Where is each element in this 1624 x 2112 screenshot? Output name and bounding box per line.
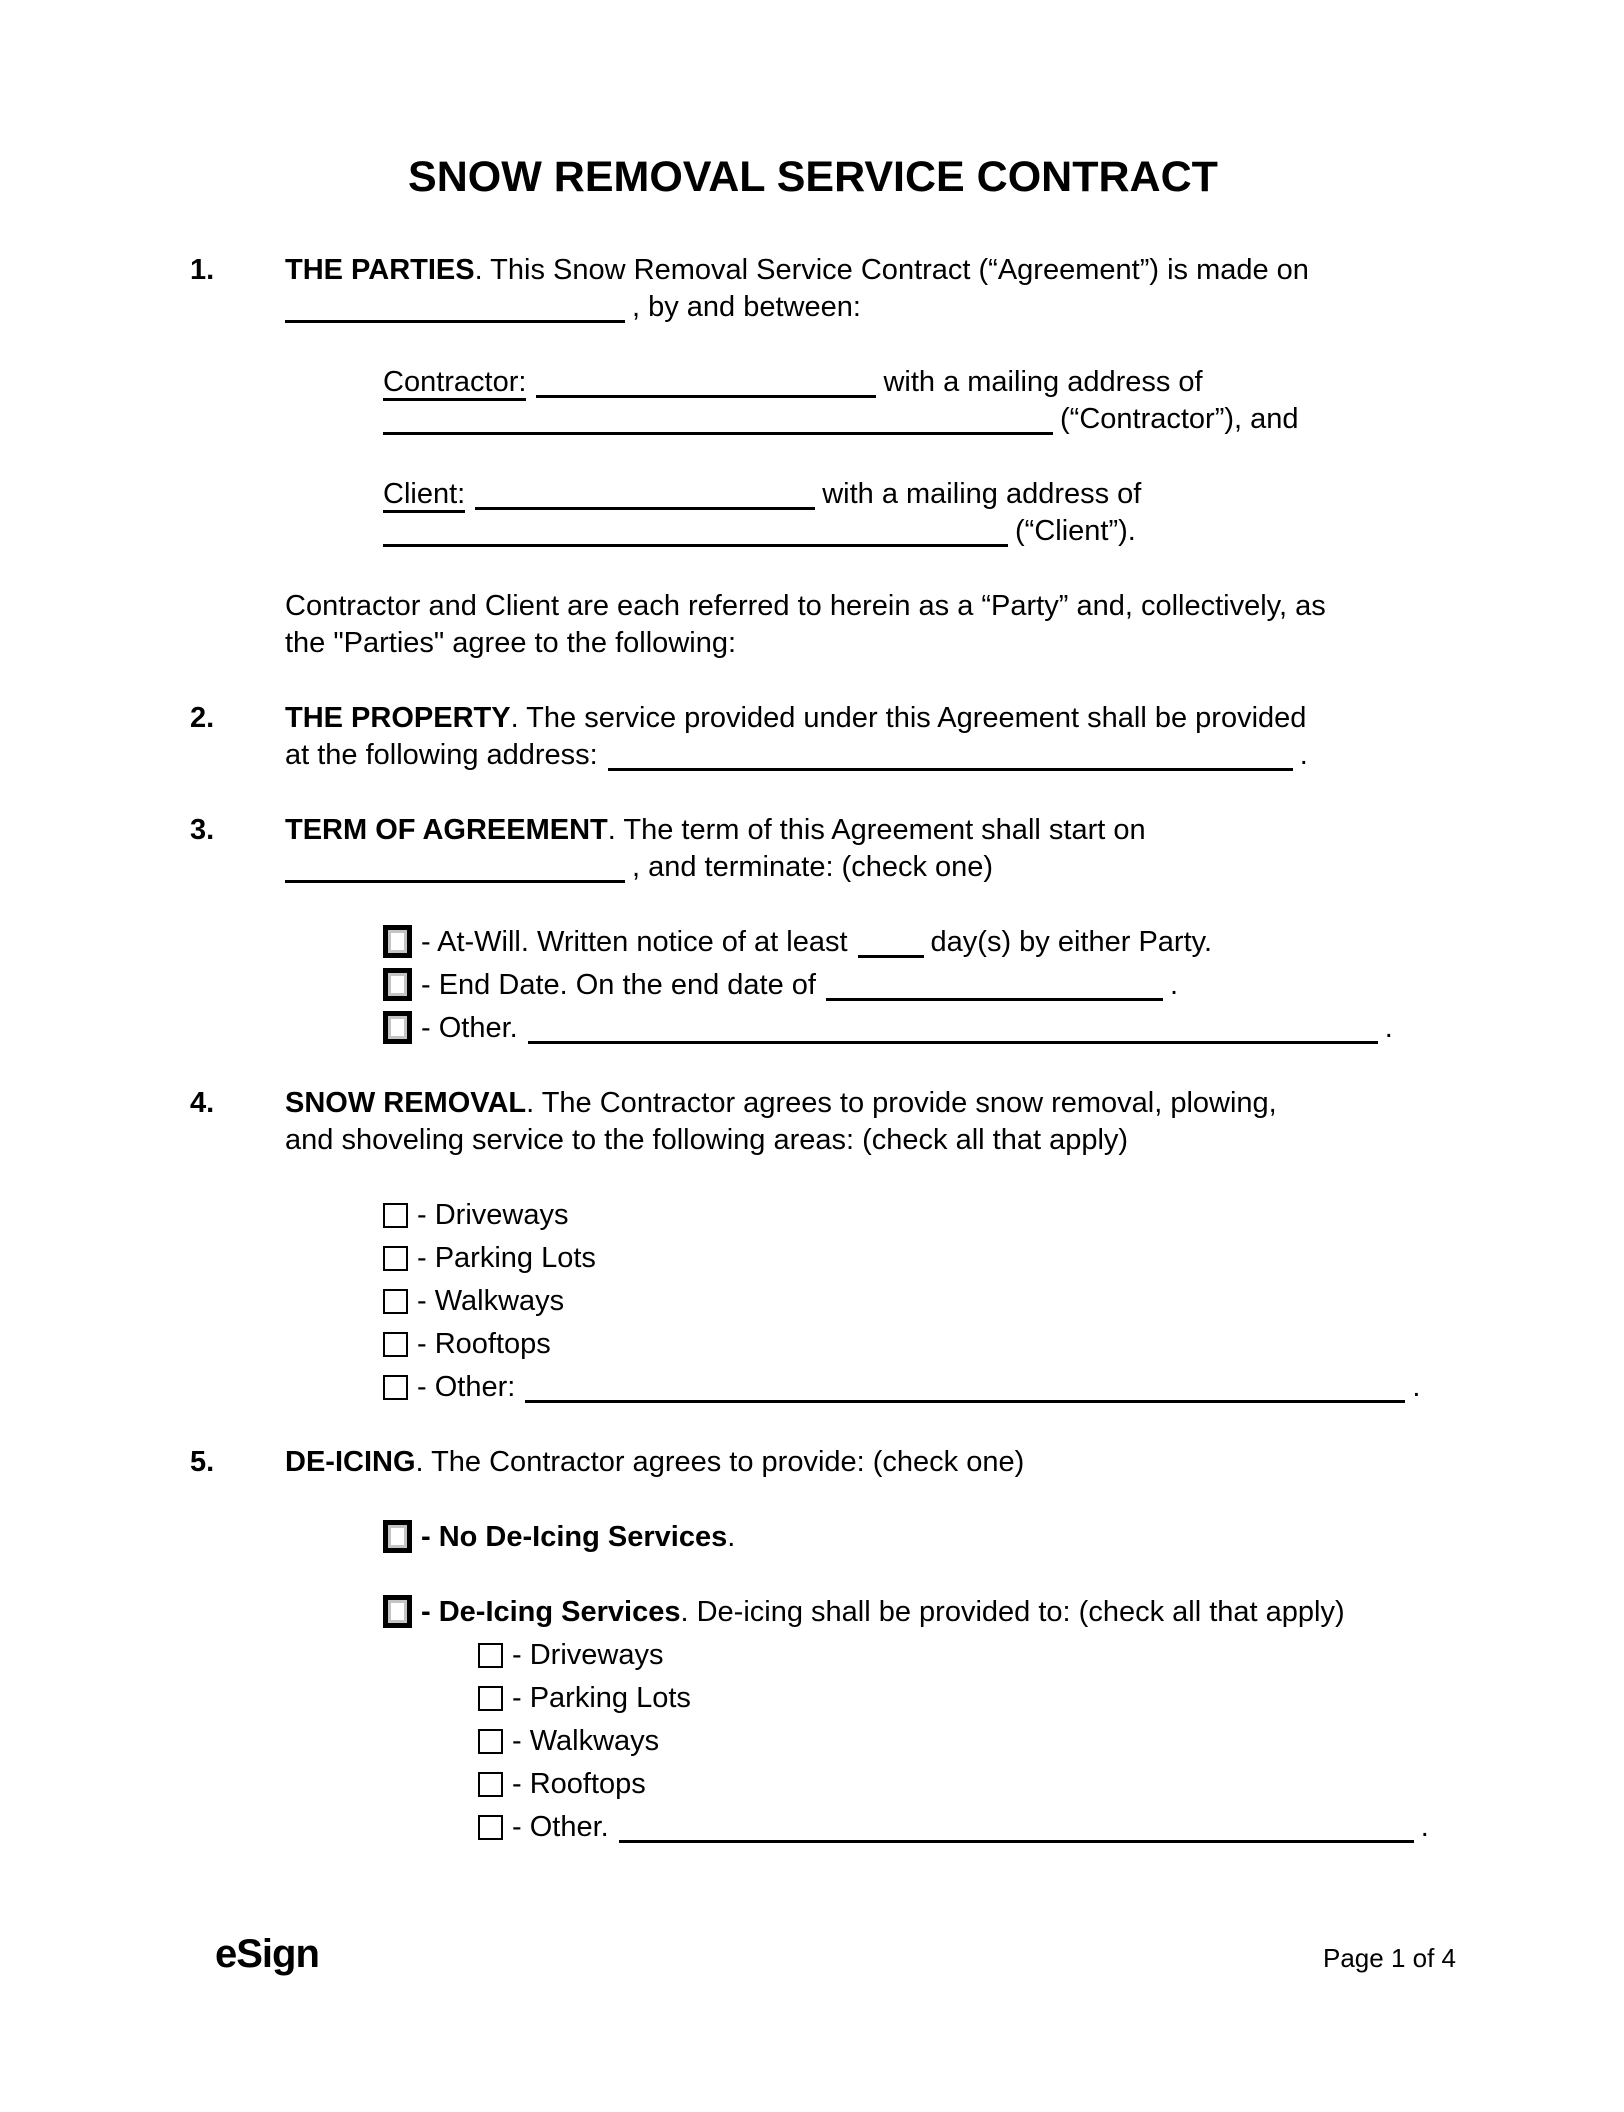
snow-driveways-checkbox[interactable] — [383, 1203, 408, 1228]
deicing-other-label: - Other. — [512, 1811, 609, 1843]
deicing-other-checkbox[interactable] — [478, 1815, 503, 1840]
section-body — [285, 1085, 1436, 1444]
text-line — [285, 1444, 1436, 1481]
period: . — [1299, 739, 1308, 771]
section-the-property — [190, 700, 1436, 812]
text-line — [285, 812, 1436, 849]
section-term-of-agreement — [190, 812, 1436, 1085]
heading-rest: . The Contractor agrees to provide snow removal, plowing, — [526, 1087, 1277, 1119]
at-will-label-tail: day(s) by either Party. — [930, 926, 1213, 958]
deicing-area-rooftops-row — [478, 1766, 1436, 1803]
text-line — [285, 252, 1436, 289]
end-date-option-row — [383, 967, 1436, 1004]
deicing-other-blank[interactable] — [619, 1810, 1414, 1843]
section-body — [285, 252, 1436, 700]
end-date-blank[interactable] — [826, 968, 1163, 1001]
deicing-driveways-label: - Driveways — [512, 1639, 664, 1671]
no-deicing-option-row — [383, 1519, 1436, 1556]
property-address-blank[interactable] — [608, 738, 1293, 771]
snow-area-other-row — [383, 1369, 1436, 1406]
term-options-group — [383, 924, 1436, 1047]
period: . — [1384, 1012, 1393, 1044]
snow-removal-paragraph — [285, 1085, 1436, 1159]
property-lead-text: at the following address: — [285, 739, 598, 771]
term-start-date-blank[interactable] — [285, 850, 625, 883]
client-address-blank[interactable] — [383, 514, 1008, 547]
snow-area-driveways-row — [383, 1197, 1436, 1234]
term-paragraph — [285, 812, 1436, 886]
snow-area-walkways-row — [383, 1283, 1436, 1320]
section-heading: DE-ICING — [285, 1446, 416, 1478]
text-line: and shoveling service to the following areas: (check all that apply) — [285, 1124, 1129, 1156]
deicing-area-other-row — [478, 1809, 1436, 1846]
contractor-block — [383, 364, 1436, 438]
term-other-blank[interactable] — [528, 1011, 1378, 1044]
deicing-parking-lots-checkbox[interactable] — [478, 1686, 503, 1711]
snow-area-rooftops-row — [383, 1326, 1436, 1363]
deicing-services-group — [383, 1594, 1436, 1846]
term-other-option-row — [383, 1010, 1436, 1047]
text-line — [383, 476, 1436, 513]
heading-rest: . The Contractor agrees to provide: (check one) — [415, 1446, 1025, 1478]
text-line — [285, 849, 1436, 886]
page-footer — [215, 1932, 1456, 1977]
text-line — [285, 289, 1436, 326]
client-label: Client: — [383, 479, 465, 513]
snow-other-blank[interactable] — [525, 1370, 1405, 1403]
deicing-services-option-row — [383, 1594, 1436, 1631]
no-deicing-label: - No De-Icing Services — [421, 1521, 728, 1553]
section-body — [285, 812, 1436, 1085]
contractor-mid-text: with a mailing address of — [883, 366, 1203, 398]
deicing-driveways-checkbox[interactable] — [478, 1643, 503, 1668]
at-will-checkbox[interactable] — [383, 925, 412, 958]
text-line — [285, 1085, 1436, 1122]
term-other-label: - Other. — [421, 1012, 518, 1044]
heading-rest: . This Snow Removal Service Contract (“Agreement”) is made on — [474, 254, 1309, 286]
section-the-parties — [190, 252, 1436, 700]
text-line — [285, 737, 1436, 774]
section-number: 2. — [190, 702, 215, 734]
deicing-rooftops-checkbox[interactable] — [478, 1772, 503, 1797]
property-paragraph — [285, 700, 1436, 774]
section-de-icing — [190, 1444, 1436, 1884]
deicing-area-parking-lots-row — [478, 1680, 1436, 1717]
section-number: 1. — [190, 254, 215, 286]
intro-tail: , by and between: — [632, 291, 861, 323]
snow-parking-lots-label: - Parking Lots — [417, 1242, 596, 1274]
text-line — [383, 401, 1436, 438]
snow-driveways-label: - Driveways — [417, 1199, 569, 1231]
deicing-walkways-checkbox[interactable] — [478, 1729, 503, 1754]
snow-other-checkbox[interactable] — [383, 1375, 408, 1400]
term-tail-text: , and terminate: (check one) — [632, 851, 994, 883]
section-heading: TERM OF AGREEMENT — [285, 814, 608, 846]
deicing-area-driveways-row — [478, 1637, 1436, 1674]
deicing-walkways-label: - Walkways — [512, 1725, 660, 1757]
snow-rooftops-label: - Rooftops — [417, 1328, 551, 1360]
deicing-services-label: - De-Icing Services — [421, 1596, 681, 1628]
deicing-paragraph — [285, 1444, 1436, 1481]
heading-rest: . The term of this Agreement shall start on — [607, 814, 1146, 846]
period: . — [1420, 1811, 1429, 1843]
period: . — [727, 1521, 736, 1553]
deicing-services-checkbox[interactable] — [383, 1595, 412, 1628]
contractor-name-blank[interactable] — [536, 365, 876, 398]
section-number: 3. — [190, 814, 215, 846]
atwill-days-blank[interactable] — [858, 925, 924, 958]
heading-rest: . The service provided under this Agreement shall be provided — [510, 702, 1307, 734]
at-will-label: - At-Will. Written notice of at least — [421, 926, 848, 958]
snow-walkways-label: - Walkways — [417, 1285, 565, 1317]
section-heading: THE PARTIES — [285, 254, 475, 286]
no-deicing-checkbox[interactable] — [383, 1520, 412, 1553]
section-body — [285, 700, 1436, 812]
term-other-checkbox[interactable] — [383, 1011, 412, 1044]
section-heading: SNOW REMOVAL — [285, 1087, 527, 1119]
snow-walkways-checkbox[interactable] — [383, 1289, 408, 1314]
client-name-blank[interactable] — [475, 477, 815, 510]
section-number: 4. — [190, 1087, 215, 1119]
snow-areas-group — [383, 1197, 1436, 1406]
section-number: 5. — [190, 1446, 215, 1478]
deicing-parking-lots-label: - Parking Lots — [512, 1682, 691, 1714]
agreement-date-blank[interactable] — [285, 290, 625, 323]
client-mid-text: with a mailing address of — [822, 478, 1142, 510]
section-heading: THE PROPERTY — [285, 702, 511, 734]
contractor-label: Contractor: — [383, 367, 526, 401]
text-line: the "Parties" agree to the following: — [285, 627, 737, 659]
text-line: Contractor and Client are each referred to herein as a “Party” and, collectively, as — [285, 590, 1326, 622]
end-date-label: - End Date. On the end date of — [421, 969, 816, 1001]
period: . — [1412, 1371, 1421, 1403]
contractor-address-blank[interactable] — [383, 402, 1053, 435]
snow-parking-lots-checkbox[interactable] — [383, 1246, 408, 1271]
page-number-label: Page 1 of 4 — [1323, 1943, 1456, 1973]
at-will-option-row — [383, 924, 1436, 961]
parties-closing-paragraph — [285, 588, 1436, 662]
parties-intro-paragraph — [285, 252, 1436, 326]
esign-logo: eSign — [215, 1932, 319, 1976]
snow-area-parking-lots-row — [383, 1240, 1436, 1277]
snow-rooftops-checkbox[interactable] — [383, 1332, 408, 1357]
deicing-rooftops-label: - Rooftops — [512, 1768, 646, 1800]
deicing-area-walkways-row — [478, 1723, 1436, 1760]
text-line — [383, 513, 1436, 550]
end-date-checkbox[interactable] — [383, 968, 412, 1001]
snow-other-label: - Other: — [417, 1371, 516, 1403]
text-line — [383, 364, 1436, 401]
deicing-services-label-tail: . De-icing shall be provided to: (check all that apply) — [680, 1596, 1345, 1628]
section-body — [285, 1444, 1436, 1884]
contractor-tail-text: (“Contractor”), and — [1060, 403, 1299, 435]
period: . — [1169, 969, 1179, 1001]
client-tail-text: (“Client”). — [1015, 515, 1136, 547]
section-snow-removal — [190, 1085, 1436, 1444]
document-title: SNOW REMOVAL SERVICE CONTRACT — [408, 153, 1218, 201]
text-line — [285, 700, 1436, 737]
client-block — [383, 476, 1436, 550]
